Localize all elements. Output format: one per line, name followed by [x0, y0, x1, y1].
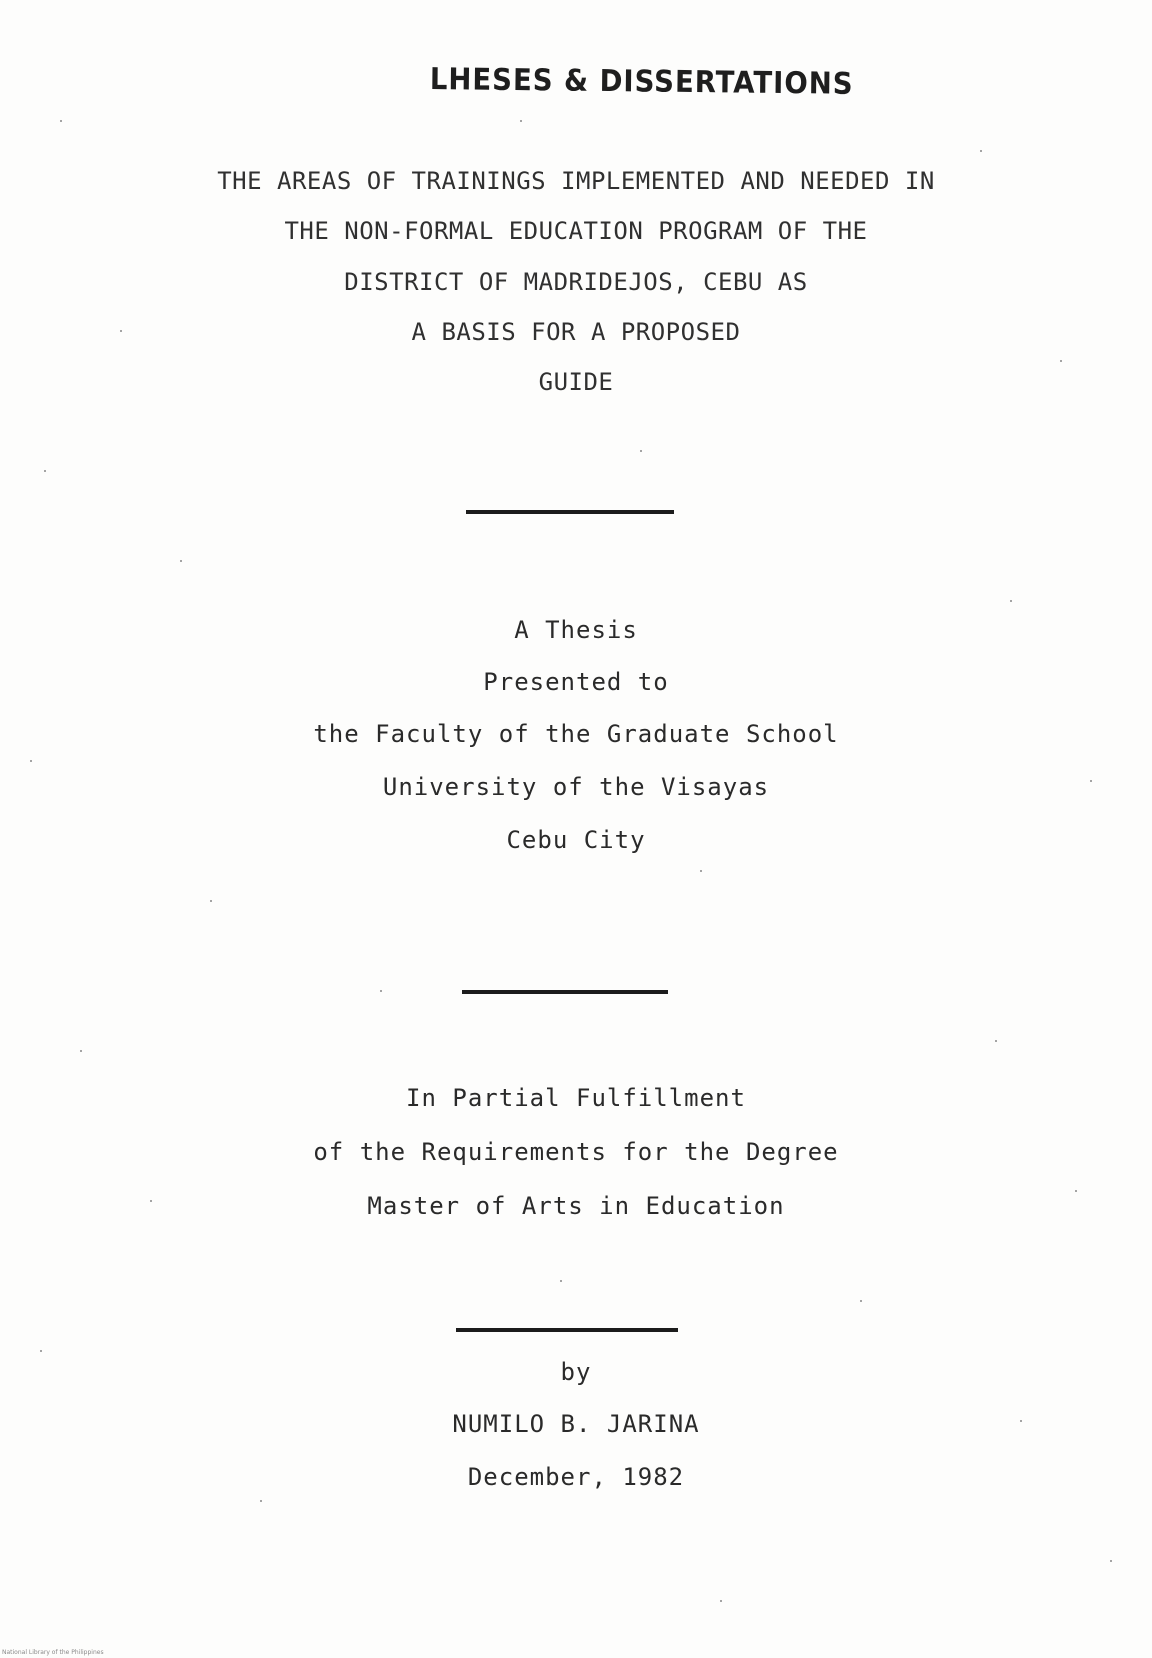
- presentation-line-2: Presented to: [483, 668, 669, 696]
- scan-footer: National Library of the Philippines: [2, 1649, 104, 1656]
- presentation-line-4: University of the Visayas: [382, 773, 770, 801]
- presentation-line-3: the Faculty of the Graduate School: [313, 720, 839, 748]
- section-divider-3: [456, 1328, 678, 1332]
- title-line-3: DISTRICT OF MADRIDEJOS, CEBU AS: [344, 268, 808, 296]
- fulfillment-line-2: of the Requirements for the Degree: [313, 1138, 839, 1166]
- document-date: December, 1982: [467, 1463, 685, 1491]
- section-divider-2: [462, 990, 668, 994]
- presentation-line-1: A Thesis: [514, 616, 638, 644]
- author-name: NUMILO B. JARINA: [452, 1410, 700, 1438]
- archive-stamp: LHESES & DISSERTATIONS: [429, 62, 854, 102]
- presentation-line-5: Cebu City: [506, 826, 646, 854]
- title-line-1: THE AREAS OF TRAININGS IMPLEMENTED AND NEEDED IN: [217, 167, 935, 195]
- section-divider-1: [466, 510, 674, 514]
- author-by: by: [560, 1358, 592, 1386]
- title-line-5: GUIDE: [538, 368, 614, 396]
- title-line-4: A BASIS FOR A PROPOSED: [411, 318, 741, 346]
- title-line-2: THE NON-FORMAL EDUCATION PROGRAM OF THE: [284, 217, 868, 245]
- fulfillment-line-1: In Partial Fulfillment: [406, 1084, 746, 1112]
- fulfillment-line-3: Master of Arts in Education: [367, 1192, 785, 1220]
